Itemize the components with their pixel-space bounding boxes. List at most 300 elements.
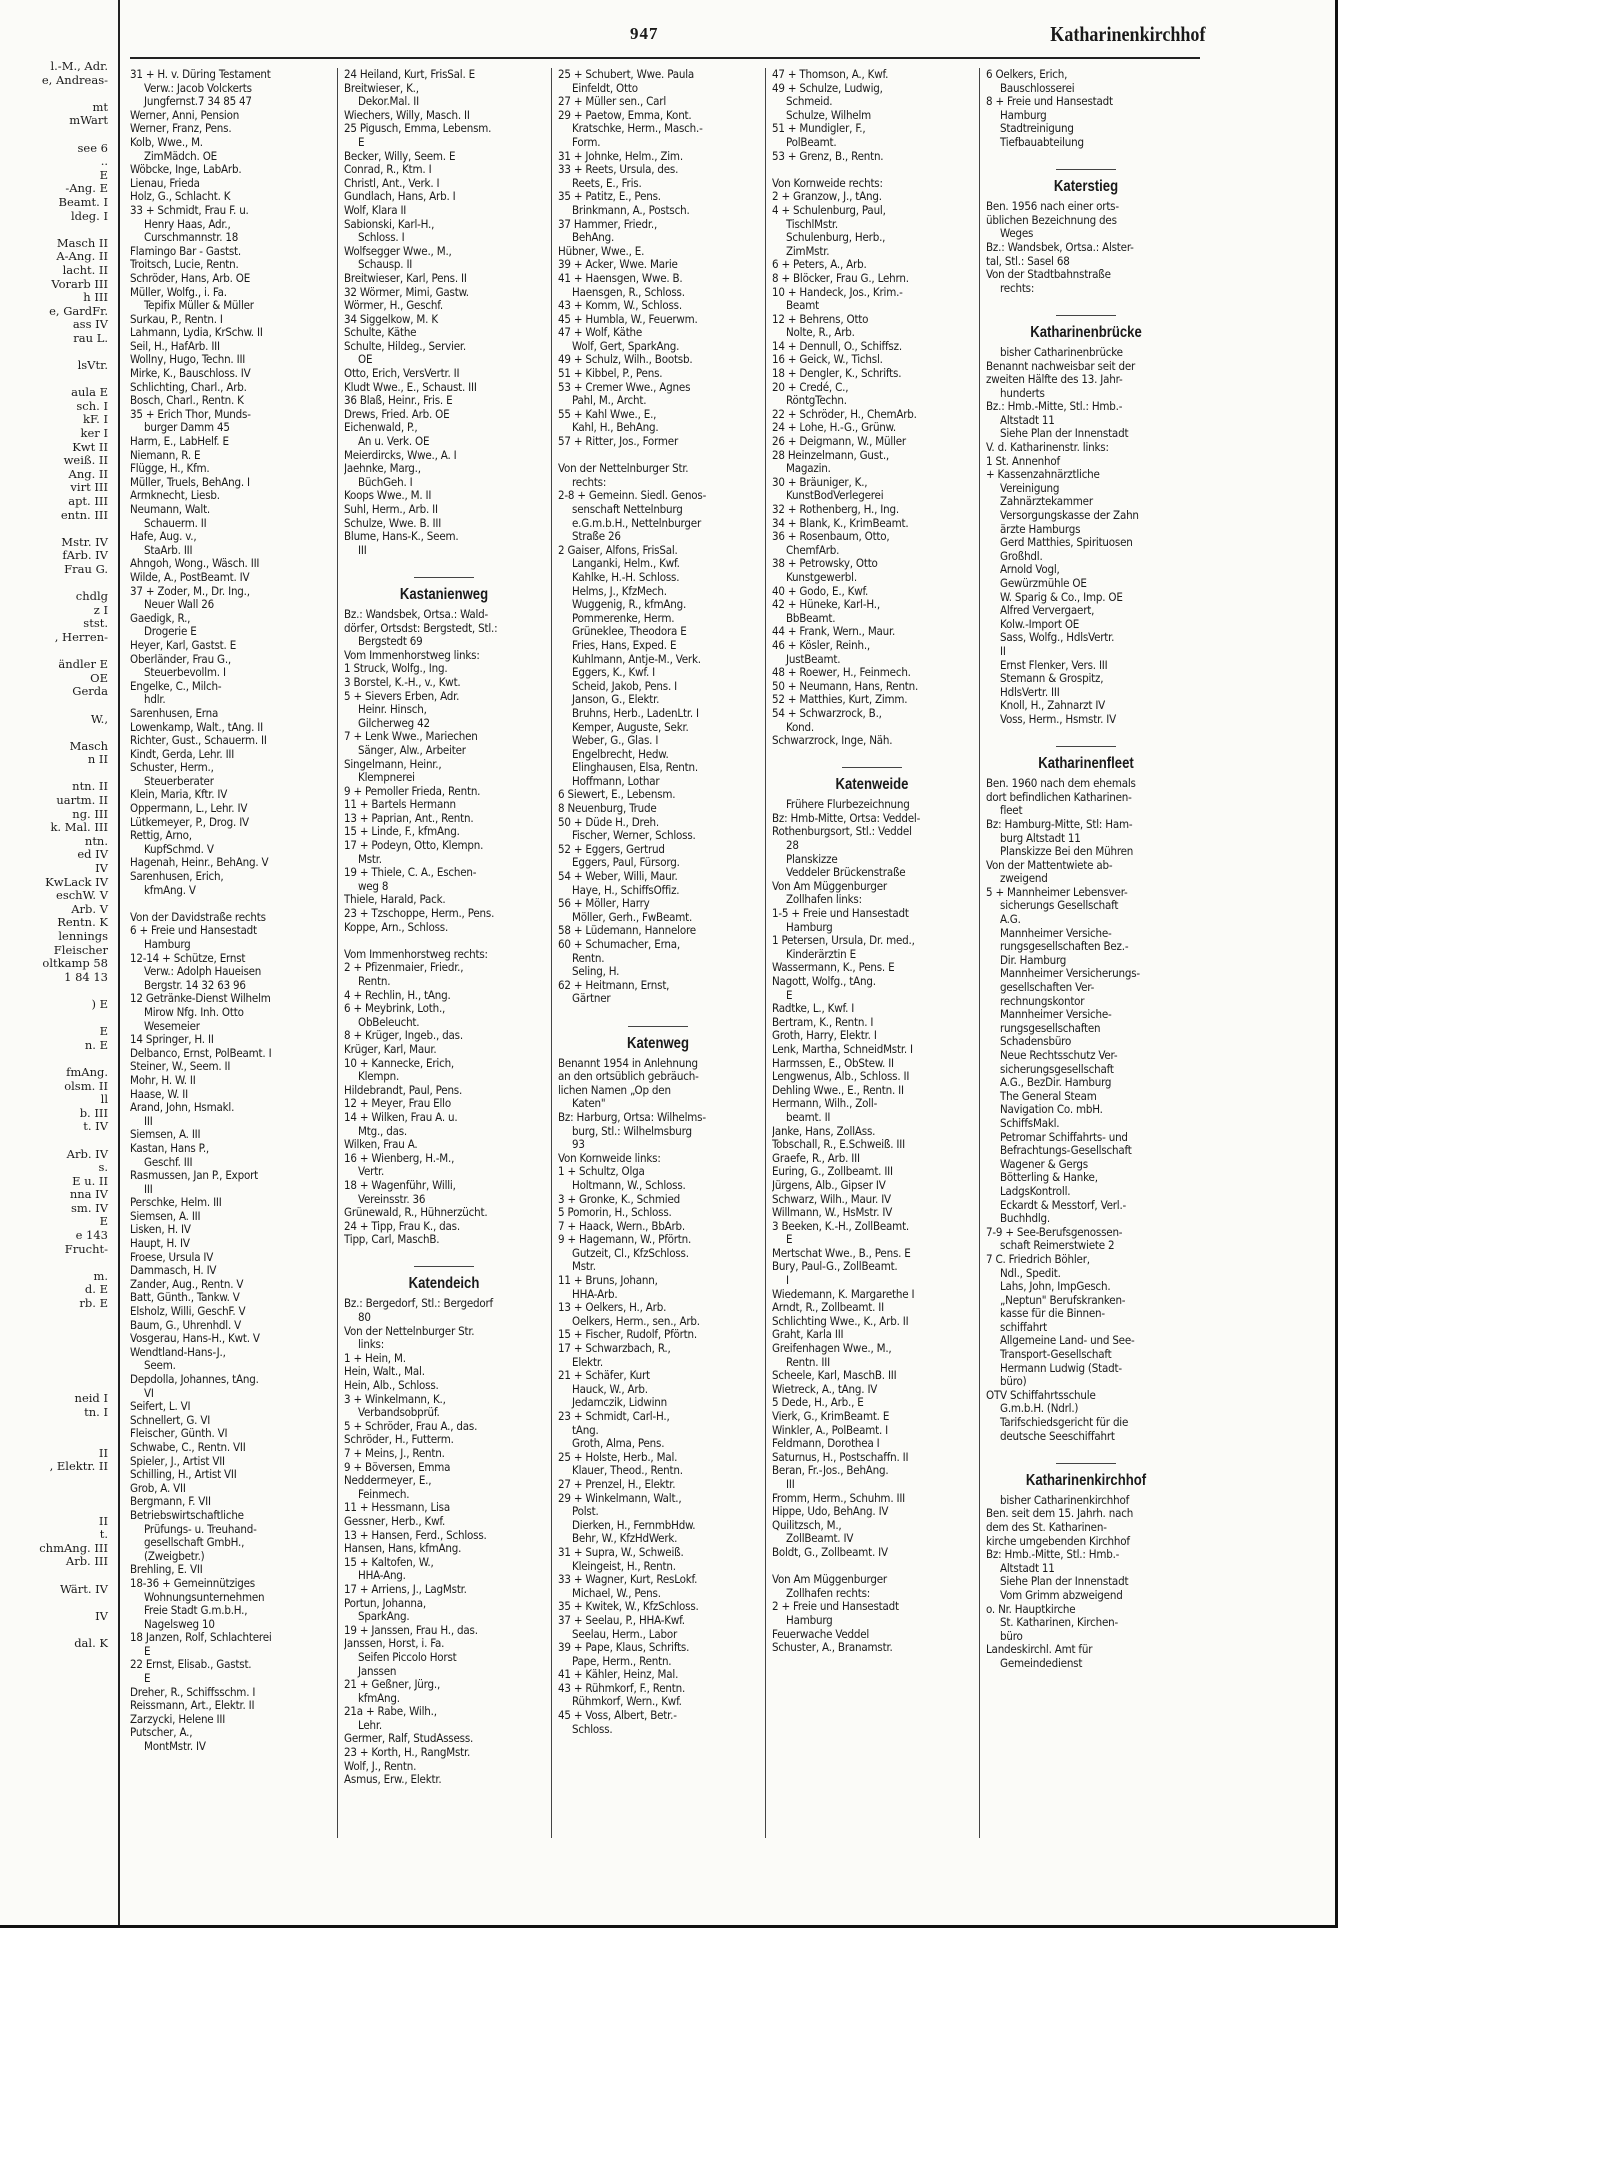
directory-entry: Kludt Wwe., E., Schaust. III [344, 380, 477, 394]
directory-entry: ObBeleucht. [358, 1015, 420, 1029]
directory-entry: sicherungs Gesellschaft [1000, 899, 1119, 913]
directory-entry: Schröder, H., Futterm. [344, 1433, 454, 1447]
directory-entry: Voss, Herm., Hsmstr. IV [1000, 712, 1116, 726]
directory-entry: Krüger, Karl, Maur. [344, 1042, 437, 1056]
directory-entry: 27 + Müller sen., Carl [558, 95, 667, 109]
margin-fragment [0, 1365, 112, 1379]
section-rule [1056, 169, 1116, 170]
margin-fragment: nna IV [69, 1187, 108, 1202]
directory-entry: Von der Mattentwiete ab- [986, 858, 1113, 872]
directory-entry: Hamburg [786, 920, 833, 934]
directory-entry: Siehe Plan der Innenstadt [1000, 427, 1129, 441]
directory-entry: JustBeamt. [786, 652, 841, 666]
directory-entry: Wolf, Klara II [344, 203, 407, 217]
directory-entry: Gessner, Herb., Kwf. [344, 1514, 446, 1528]
directory-entry: 6 + Freie und Hansestadt [130, 924, 257, 938]
directory-entry: schaft Reimerstwiete 2 [1000, 1239, 1115, 1253]
directory-entry: Drews, Fried. Arb. OE [344, 407, 450, 421]
directory-entry: 8 + Freie und Hansestadt [986, 95, 1113, 109]
directory-entry: 36 + Rosenbaum, Otto, [772, 530, 890, 544]
street-heading: Katerstieg [1053, 178, 1119, 196]
directory-entry: 33 + Schmidt, Frau F. u. [130, 203, 249, 217]
directory-entry: Reissmann, Art., Elektr. II [130, 1699, 255, 1713]
directory-entry: Breitwieser, Karl, Pens. II [344, 271, 467, 285]
margin-fragment: n. E [84, 1037, 108, 1052]
margin-fragment [0, 726, 112, 740]
street-heading: Katenweg [627, 1034, 689, 1052]
header-rule [130, 57, 1200, 59]
directory-entry: Lehr. [358, 1718, 382, 1732]
directory-entry: 23 + Schmidt, Carl-H., [558, 1410, 670, 1423]
directory-entry: 41 + Kähler, Heinz, Mal. [558, 1668, 679, 1682]
directory-entry: Kahlke, H.-H. Schloss. [572, 570, 680, 584]
directory-entry: Haye, H., SchiffsOffiz. [572, 883, 680, 897]
directory-entry: Grünewald, R., Hühnerzücht. [344, 1206, 488, 1220]
margin-fragment [0, 1501, 112, 1515]
directory-entry: sicherungsgesellschaft [1000, 1062, 1114, 1076]
directory-entry: Hippe, Udo, BehAng. IV [772, 1505, 889, 1519]
directory-entry: Schulze, Wilhelm [786, 108, 872, 122]
directory-entry: 1 Petersen, Ursula, Dr. med., [772, 934, 915, 948]
spacer [772, 1560, 972, 1574]
directory-entry: Janssen [358, 1664, 397, 1678]
directory-entry: Jürgens, Alb., Gipser IV [772, 1178, 886, 1192]
binding-gutter [118, 0, 120, 1925]
directory-entry: Lahs, John, ImpGesch. [1000, 1280, 1111, 1294]
directory-entry: Jaehnke, Marg., [344, 462, 421, 476]
margin-fragment: kF. I [82, 412, 108, 427]
directory-entry: e.G.m.b.H., Nettelnburger [572, 516, 701, 530]
directory-entry: 5 Pomorin, H., Schloss. [558, 1206, 672, 1220]
directory-entry: 5 + Schröder, Frau A., das. [344, 1419, 478, 1433]
directory-entry: Janson, G., Elektr. [572, 693, 660, 707]
directory-entry: 11 + Hessmann, Lisa [344, 1501, 451, 1515]
margin-fragment: , Herren- [54, 629, 108, 644]
section-rule [414, 577, 474, 578]
directory-entry: Weber, G., Glas. I [572, 734, 659, 748]
directory-entry: Schwabe, C., Rentn. VII [130, 1440, 246, 1454]
directory-entry: E [358, 135, 365, 149]
directory-entry: 41 + Haensgen, Wwe. B. [558, 271, 683, 285]
directory-entry: o. Nr. Hauptkirche [986, 1602, 1076, 1616]
directory-entry: 7-9 + See-Berufsgenossen- [986, 1225, 1123, 1239]
directory-entry: Freie Stadt G.m.b.H., [144, 1604, 248, 1618]
directory-entry: Altstadt 11 [1000, 1561, 1055, 1575]
margin-fragment: ldeg. I [70, 208, 108, 223]
margin-fragment [0, 1569, 112, 1583]
margin-fragment: rau L. [73, 330, 108, 345]
directory-entry: 34 Siggelkow, M. K [344, 312, 438, 326]
directory-entry: Steuerberater [144, 774, 214, 788]
spacer [772, 748, 972, 762]
margin-fragment [0, 1338, 112, 1352]
directory-entry: Schlichting Wwe., K., Arb. II [772, 1314, 909, 1328]
directory-entry: 9 + Hagemann, W., Pförtn. [558, 1233, 692, 1247]
directory-entry: Wassermann, K., Pens. E [772, 961, 895, 975]
margin-fragment: Arb. IV [66, 1146, 108, 1161]
directory-entry: Transport-Gesellschaft [1000, 1348, 1112, 1362]
margin-fragment: n II [87, 752, 108, 767]
directory-entry: 1 + Hein, M. [344, 1351, 406, 1365]
directory-entry: Elinghausen, Elsa, Rentn. [572, 761, 698, 775]
directory-entry: Ernst Flenker, Vers. III [1000, 658, 1108, 672]
directory-entry: Vereinsstr. 36 [358, 1192, 426, 1206]
margin-fragment: Mstr. IV [61, 534, 108, 549]
directory-entry: Bertram, K., Rentn. I [772, 1015, 874, 1029]
directory-entry: 32 + Rothenberg, H., Ing. [772, 503, 899, 516]
spacer [558, 1006, 758, 1020]
directory-entry: Sass, Wolfg., HdlsVertr. [1000, 631, 1115, 645]
directory-entry: Schulenburg, Herb., [786, 231, 886, 245]
directory-entry: lichen Namen „Op den [558, 1083, 671, 1097]
directory-entry: Depdolla, Johannes, tAng. [130, 1373, 259, 1386]
directory-entry: Henry Haas, Adr., [144, 217, 231, 231]
directory-entry: Rothenburgsort, Stl.: Veddel [772, 825, 912, 839]
directory-entry: Bz.: Bergedorf, Stl.: Bergedorf [344, 1297, 493, 1311]
directory-entry: 50 + Düde H., Dreh. [558, 815, 659, 829]
directory-entry: 2 + Granzow, J., tAng. [772, 190, 882, 204]
directory-entry: Ben. seit dem 15. Jahrh. nach [986, 1507, 1134, 1521]
directory-entry: 44 + Frank, Wern., Maur. [772, 625, 896, 639]
directory-entry: Vom Immenhorstweg links: [344, 648, 480, 662]
directory-entry: Dir. Hamburg [1000, 953, 1067, 967]
directory-entry: Müller, Truels, BehAng. I [130, 475, 250, 489]
directory-entry: SparkAng. [358, 1610, 410, 1624]
directory-entry: Behr, W., KfzHdWerk. [572, 1532, 678, 1546]
margin-fragment [0, 1324, 112, 1338]
directory-entry: an den ortsüblich gebräuch- [558, 1070, 699, 1084]
margin-fragment: ntn. [84, 833, 108, 848]
directory-entry: Seem. [144, 1359, 176, 1373]
directory-entry: Hermann, Wilh., Zoll- [772, 1097, 878, 1111]
directory-entry: ZimMädch. OE [144, 149, 217, 163]
directory-entry: Schröder, Hans, Arb. OE [130, 271, 251, 285]
margin-fragment: chmAng. III [39, 1540, 108, 1555]
directory-entry: Nagelsweg 10 [144, 1617, 215, 1631]
directory-entry: Nolte, R., Arb. [786, 326, 855, 340]
directory-entry: E [144, 1644, 151, 1658]
directory-entry: 31 + H. v. Düring Testament [130, 68, 271, 81]
directory-entry: 12 + Behrens, Otto [772, 312, 869, 326]
directory-entry: Putscher, A., [130, 1726, 193, 1740]
directory-entry: 13 + Oelkers, H., Arb. [558, 1301, 667, 1315]
directory-entry: Winkler, A., PolBeamt. I [772, 1423, 888, 1437]
margin-fragment: E [99, 1214, 108, 1229]
margin-fragment: Beamt. I [58, 194, 108, 209]
directory-entry: 31 + Johnke, Helm., Zim. [558, 149, 683, 163]
directory-entry: Mirke, K., Bauschloss. IV [130, 367, 251, 381]
directory-entry: 55 + Kahl Wwe., E., [558, 407, 657, 421]
directory-entry: Seifert, L. VI [130, 1400, 191, 1414]
directory-entry: II [1000, 644, 1006, 658]
directory-entry: Klauer, Theod., Rentn. [572, 1464, 683, 1478]
directory-entry: Bz: Hmb.-Mitte, Stl.: Hmb.- [986, 1548, 1120, 1562]
directory-entry: 33 + Wagner, Kurt, ResLokf. [558, 1573, 698, 1587]
margin-fragment: A-Ang. II [56, 249, 108, 264]
directory-entry: Rentn. [572, 951, 605, 965]
directory-entry: Wolf, Gert, SparkAng. [572, 339, 680, 353]
directory-entry: A.G. [1000, 913, 1021, 927]
directory-entry: Hübner, Wwe., E. [558, 244, 645, 258]
directory-entry: Steiner, W., Seem. II [130, 1060, 231, 1074]
margin-fragment: fArb. IV [62, 548, 108, 563]
margin-fragment: fmAng. [66, 1064, 108, 1079]
directory-entry: 37 + Seelau, P., HHA-Kwf. [558, 1613, 685, 1627]
directory-entry: Nagott, Wolfg., tAng. [772, 975, 876, 988]
column-divider [979, 68, 980, 1838]
directory-entry: Arnold Vogl, [1000, 563, 1060, 577]
directory-entry: Becker, Willy, Seem. E [344, 149, 456, 163]
directory-entry: Mtg., das. [358, 1124, 407, 1138]
margin-fragment: E u. II [72, 1173, 108, 1188]
directory-entry: Bruhns, Herb., LadenLtr. I [572, 706, 699, 720]
directory-entry: 18 + Wagenführ, Willi, [344, 1178, 456, 1192]
directory-entry: Mertschat Wwe., B., Pens. E [772, 1246, 911, 1260]
directory-entry: Knoll, H., Zahnarzt IV [1000, 699, 1106, 713]
margin-fragment: d. E [84, 1282, 108, 1297]
margin-fragment: Arb. III [65, 1554, 108, 1569]
directory-entry: Hein, Alb., Schloss. [344, 1379, 439, 1393]
directory-entry: Singelmann, Heinr., [344, 757, 442, 771]
directory-entry: Jedamczik, Lidwinn [572, 1396, 668, 1410]
directory-entry: Steuerbevollm. I [144, 666, 226, 680]
directory-entry: Rettig, Arno, [130, 829, 192, 843]
directory-entry: Ben. 1960 nach dem ehemals [986, 777, 1136, 791]
directory-entry: Klempn. [358, 1070, 400, 1084]
directory-entry: Langanki, Helm., Kwf. [572, 557, 680, 571]
directory-entry: Werner, Franz, Pens. [130, 122, 232, 136]
directory-entry: 19 + Janssen, Frau H., das. [344, 1623, 478, 1637]
directory-entry: Vereinigung [1000, 481, 1060, 495]
directory-entry: 28 Heinzelmann, Gust., [772, 448, 890, 462]
directory-entry: 29 + Winkelmann, Walt., [558, 1491, 682, 1505]
directory-entry: Mannheimer Versicherungs- [1000, 967, 1140, 981]
margin-fragment [0, 767, 112, 781]
directory-entry: Schilling, H., Artist VII [130, 1468, 237, 1482]
directory-entry: Landeskirchl. Amt für [986, 1643, 1093, 1657]
margin-fragment [0, 1596, 112, 1610]
directory-entry: Von Am Müggenburger [772, 1573, 887, 1587]
directory-entry: Sänger, Alw., Arbeiter [358, 743, 466, 757]
directory-entry: 4 + Rechlin, H., tAng. [344, 988, 451, 1002]
directory-entry: 25 + Schubert, Wwe. Paula [558, 68, 695, 81]
margin-fragment: Gerda [72, 684, 108, 699]
directory-entry: rechnungskontor [1000, 994, 1085, 1008]
directory-entry: 43 + Rühmkorf, F., Rentn. [558, 1681, 686, 1695]
directory-entry: St. Katharinen, Kirchen- [1000, 1616, 1119, 1630]
directory-entry: 1-5 + Freie und Hansestadt [772, 907, 909, 921]
column-4 [772, 68, 972, 1838]
margin-fragment [0, 984, 112, 998]
directory-entry: Lütkemeyer, P., Drog. IV [130, 815, 249, 829]
directory-entry: III [358, 543, 367, 557]
directory-entry: 1 + Schultz, Olga [558, 1165, 645, 1179]
directory-entry: Lahmann, Lydia, KrSchw. II [130, 326, 263, 340]
directory-entry: Portun, Johanna, [344, 1596, 426, 1610]
directory-entry: Thiele, Harald, Pack. [344, 893, 446, 907]
directory-entry: Koops Wwe., M. II [344, 489, 432, 503]
directory-entry: 28 [786, 839, 799, 853]
margin-fragment: lennings [58, 929, 108, 943]
directory-entry: Kratschke, Herm., Masch.- [572, 122, 703, 136]
directory-entry: 7 C. Friedrich Böhler, [986, 1252, 1090, 1266]
margin-fragment [0, 1379, 112, 1393]
directory-entry: Haensgen, R., Schloss. [572, 285, 685, 299]
directory-entry: Kahl, H., BehAng. [572, 421, 659, 435]
directory-entry: weg 8 [358, 879, 389, 893]
directory-entry: Engelke, C., Milch- [130, 679, 222, 693]
directory-entry: 53 + Grenz, B., Rentn. [772, 149, 884, 163]
margin-fragment: ntn. II [72, 779, 108, 794]
directory-entry: Oppermann, L., Lehr. IV [130, 802, 248, 816]
directory-entry: BüchGeh. I [358, 475, 413, 489]
directory-entry: Niemann, R. E [130, 448, 201, 462]
directory-entry: Bosch, Charl., Rentn. K [130, 394, 244, 408]
directory-entry: Kleingeist, H., Rentn. [572, 1559, 676, 1573]
directory-entry: deutsche Seeschiffahrt [1000, 1429, 1115, 1443]
margin-fragment [0, 373, 112, 387]
section-rule [1056, 746, 1116, 747]
directory-entry: 36 Blaß, Heinr., Fris. E [344, 394, 453, 408]
directory-entry: 56 + Möller, Harry [558, 897, 650, 911]
directory-entry: 50 + Neumann, Hans, Rentn. [772, 679, 919, 693]
directory-entry: Polst. [572, 1505, 599, 1519]
directory-entry: Tarifschiedsgericht für die [1000, 1416, 1129, 1430]
directory-entry: 4 + Schulenburg, Paul, [772, 203, 886, 217]
margin-fragment [0, 128, 112, 142]
directory-entry: Dammasch, H. IV [130, 1264, 217, 1278]
directory-entry: 15 + Fischer, Rudolf, Pförtn. [558, 1328, 697, 1342]
directory-entry: 17 + Schwarzbach, R., [558, 1342, 671, 1356]
directory-entry: Flamingo Bar - Gastst. [130, 244, 241, 258]
directory-entry: Zollhafen links: [786, 893, 862, 907]
directory-entry: ChemfArb. [786, 543, 840, 557]
directory-entry: büro) [1000, 1375, 1027, 1389]
margin-fragment: e, Andreas- [41, 72, 108, 87]
directory-entry: 24 + Tipp, Frau K., das. [344, 1219, 460, 1233]
directory-entry: Form. [572, 135, 601, 149]
directory-entry: Lisken, H. IV [130, 1223, 191, 1237]
margin-fragment: Rentn. K [57, 915, 108, 930]
directory-entry: Meierdircks, Wwe., A. I [344, 448, 457, 462]
directory-entry: 29 + Paetow, Emma, Kont. [558, 108, 692, 122]
directory-entry: Hamburg [1000, 108, 1047, 122]
directory-entry: Jungfernst.7 34 85 47 [144, 95, 252, 109]
directory-entry: Neue Rechtsschutz Ver- [1000, 1049, 1118, 1062]
directory-entry: burg Altstadt 11 [1000, 831, 1081, 845]
margin-fragment: uartm. II [56, 793, 108, 808]
directory-entry: 27 + Prenzel, H., Elektr. [558, 1477, 676, 1491]
directory-entry: Wuggenig, R., kfmAng. [572, 598, 687, 612]
directory-entry: Fries, Hans, Exped. E [572, 638, 677, 652]
directory-entry: Wöbcke, Inge, LabArb. [130, 163, 242, 177]
directory-entry: Curschmannstr. 18 [144, 231, 239, 245]
directory-entry: 5 Dede, H., Arb., E [772, 1396, 864, 1410]
directory-entry: 5 + Mannheimer Lebensver- [986, 885, 1128, 899]
directory-entry: Harmssen, E., ObStew. II [772, 1056, 894, 1070]
margin-fragment: eschW. V [56, 888, 108, 903]
directory-columns [130, 68, 1200, 1838]
margin-fragment: apt. III [68, 494, 108, 508]
directory-entry: beamt. II [786, 1110, 831, 1124]
margin-fragment: II [98, 1445, 108, 1460]
directory-entry: 47 + Wolf, Käthe [558, 326, 643, 340]
directory-entry: ärzte Hamburgs [1000, 522, 1081, 536]
directory-entry: 93 [572, 1138, 585, 1152]
directory-entry: 9 + Pemoller Frieda, Rentn. [344, 784, 481, 798]
directory-entry: Wendtland-Hans-J., [130, 1345, 226, 1359]
directory-entry: Ahngoh, Wong., Wäsch. III [130, 557, 260, 571]
directory-entry: 2 + Pfizenmaier, Friedr., [344, 961, 464, 975]
section-rule [628, 1026, 688, 1027]
directory-entry: Groth, Alma, Pens. [572, 1437, 665, 1451]
directory-entry: Magazin. [786, 462, 831, 476]
directory-entry: Harm, E., LabHelf. E [130, 435, 229, 449]
directory-entry: Vertr. [358, 1165, 385, 1179]
directory-entry: Ben. 1956 nach einer orts- [986, 200, 1119, 214]
margin-fragment: ed IV [77, 847, 108, 862]
directory-entry: 54 + Weber, Willi, Maur. [558, 870, 678, 884]
directory-entry: 12-14 + Schütze, Ernst [130, 951, 246, 965]
directory-entry: Dierken, H., FernmbHdw. [572, 1518, 696, 1532]
directory-entry: Vosgerau, Hans-H., Kwt. V [130, 1332, 260, 1346]
margin-fragment: dal. K [74, 1635, 108, 1650]
directory-entry: An u. Verk. OE [358, 435, 430, 449]
directory-entry: 37 Hammer, Friedr., [558, 217, 658, 231]
directory-entry: Wörmer, H., Geschf. [344, 299, 443, 313]
directory-entry: Heinr. Hinsch, [358, 703, 427, 717]
directory-entry: 12 Getränke-Dienst Wilhelm [130, 992, 271, 1006]
spacer [130, 897, 330, 911]
margin-fragment: , Elektr. II [49, 1459, 108, 1474]
directory-entry: Bz: Harburg, Ortsa: Wilhelms- [558, 1110, 706, 1124]
spacer [986, 295, 1186, 309]
directory-entry: Altstadt 11 [1000, 413, 1055, 427]
directory-entry: Vierk, G., KrimBeamt. E [772, 1410, 890, 1423]
directory-entry: Michael, W., Pens. [572, 1586, 661, 1600]
margin-fragment: m. [93, 1268, 108, 1283]
directory-entry: Zarzycki, Helene III [130, 1712, 226, 1726]
directory-entry: Greifenhagen Wwe., M., [772, 1342, 892, 1356]
margin-fragment: tn. I [84, 1404, 108, 1419]
directory-entry: 46 + Kösler, Reinh., [772, 638, 870, 652]
margin-fragment: entn. III [60, 507, 108, 522]
margin-fragment: Masch II [56, 235, 108, 250]
directory-entry: 51 + Mundigler, F., [772, 122, 866, 136]
directory-entry: Mstr. [358, 852, 382, 866]
margin-fragment [0, 223, 112, 237]
directory-entry: Kolw.-Import OE [1000, 617, 1080, 631]
directory-entry: Wolf, J., Rentn. [344, 1759, 417, 1773]
directory-entry: III [786, 1477, 795, 1491]
directory-entry: LadgsKontroll. [1000, 1184, 1071, 1198]
directory-entry: Schnellert, G. VI [130, 1413, 211, 1427]
directory-entry: 14 + Wilken, Frau A. u. [344, 1110, 458, 1124]
directory-entry: bisher Catharinenbrücke [1000, 345, 1123, 359]
margin-fragment [0, 1487, 112, 1501]
margin-fragment: Masch [69, 738, 108, 753]
directory-entry: Eichenwald, P., [344, 421, 418, 435]
directory-entry: Gewürzmühle OE [1000, 577, 1087, 590]
margin-fragment: e, GardFr. [49, 303, 108, 318]
directory-entry: 7 + Lenk Wwe., Mariechen [344, 730, 478, 744]
directory-entry: zweiten Hälfte des 13. Jahr- [986, 373, 1123, 387]
directory-entry: 33 + Reets, Ursula, des. [558, 163, 679, 177]
directory-entry: Gerd Matthies, Spirituosen [1000, 536, 1133, 550]
running-head: Katharinenkirchhof [1049, 22, 1205, 46]
margin-fragment: IV [95, 861, 108, 876]
directory-entry: W. Sparig & Co., Imp. OE [1000, 590, 1123, 604]
